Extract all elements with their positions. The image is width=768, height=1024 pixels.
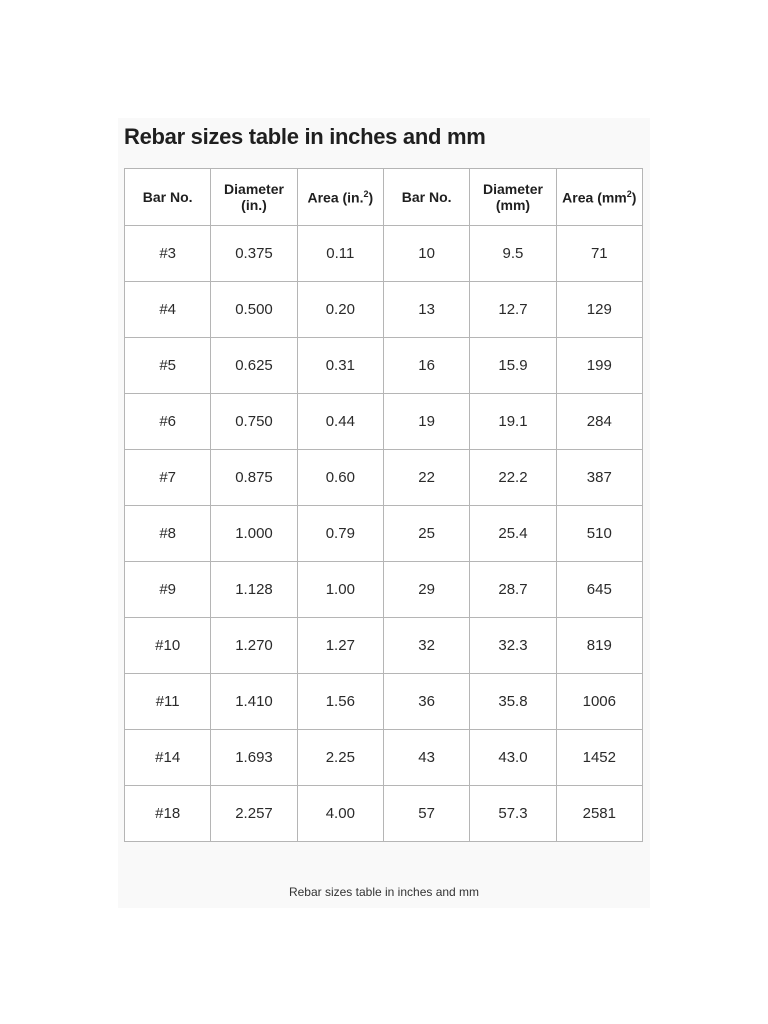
cell-bar-no-in: #14 <box>125 730 211 786</box>
table-header-row <box>125 169 643 226</box>
cell-bar-no-mm: 25 <box>383 506 469 562</box>
cell-bar-no-mm: 19 <box>383 394 469 450</box>
cell-bar-no-mm: 36 <box>383 674 469 730</box>
cell-area-in: 2.25 <box>297 730 383 786</box>
cell-diameter-mm: 19.1 <box>470 394 556 450</box>
cell-diameter-mm: 12.7 <box>470 282 556 338</box>
cell-bar-no-mm: 13 <box>383 282 469 338</box>
cell-area-in: 1.27 <box>297 618 383 674</box>
table-row <box>125 562 643 618</box>
header-superscript: 2 <box>363 188 369 199</box>
cell-area-in: 0.60 <box>297 450 383 506</box>
cell-bar-no-mm: 16 <box>383 338 469 394</box>
cell-area-in: 0.20 <box>297 282 383 338</box>
cell-bar-no-in: #5 <box>125 338 211 394</box>
cell-area-in: 1.56 <box>297 674 383 730</box>
cell-bar-no-mm: 43 <box>383 730 469 786</box>
table-row <box>125 786 643 842</box>
header-label: Area (mm <box>562 189 627 206</box>
cell-diameter-in: 1.270 <box>211 618 297 674</box>
cell-bar-no-in: #6 <box>125 394 211 450</box>
header-suffix: ) <box>631 189 637 206</box>
cell-bar-no-in: #11 <box>125 674 211 730</box>
cell-bar-no-in: #10 <box>125 618 211 674</box>
cell-bar-no-in: #8 <box>125 506 211 562</box>
cell-diameter-in: 1.000 <box>211 506 297 562</box>
cell-diameter-in: 1.693 <box>211 730 297 786</box>
table-row <box>125 394 643 450</box>
header-diameter-in <box>211 169 297 226</box>
header-label: Diameter (in.) <box>224 181 284 213</box>
cell-bar-no-mm: 22 <box>383 450 469 506</box>
cell-bar-no-in: #4 <box>125 282 211 338</box>
cell-area-mm: 2581 <box>556 786 642 842</box>
cell-area-mm: 284 <box>556 394 642 450</box>
cell-bar-no-mm: 29 <box>383 562 469 618</box>
cell-area-mm: 510 <box>556 506 642 562</box>
cell-area-in: 0.79 <box>297 506 383 562</box>
cell-bar-no-mm: 10 <box>383 226 469 282</box>
table-row <box>125 674 643 730</box>
cell-diameter-in: 0.625 <box>211 338 297 394</box>
cell-area-mm: 71 <box>556 226 642 282</box>
table-row <box>125 730 643 786</box>
header-superscript: 2 <box>626 188 632 199</box>
table-row <box>125 282 643 338</box>
header-bar-no-mm <box>383 169 469 226</box>
cell-diameter-mm: 32.3 <box>470 618 556 674</box>
table-row <box>125 506 643 562</box>
cell-area-in: 0.31 <box>297 338 383 394</box>
cell-diameter-mm: 22.2 <box>470 450 556 506</box>
cell-diameter-in: 0.375 <box>211 226 297 282</box>
cell-diameter-in: 0.500 <box>211 282 297 338</box>
cell-diameter-mm: 57.3 <box>470 786 556 842</box>
header-area-mm <box>556 169 642 226</box>
cell-area-mm: 199 <box>556 338 642 394</box>
cell-bar-no-in: #18 <box>125 786 211 842</box>
cell-bar-no-in: #3 <box>125 226 211 282</box>
cell-area-in: 0.11 <box>297 226 383 282</box>
cell-diameter-in: 1.410 <box>211 674 297 730</box>
header-label: Diameter (mm) <box>483 181 543 213</box>
header-bar-no-in <box>125 169 211 226</box>
table-row <box>125 338 643 394</box>
cell-diameter-mm: 25.4 <box>470 506 556 562</box>
cell-area-mm: 387 <box>556 450 642 506</box>
page-title: Rebar sizes table in inches and mm <box>124 124 486 149</box>
cell-diameter-mm: 35.8 <box>470 674 556 730</box>
rebar-sizes-table <box>124 168 643 842</box>
cell-bar-no-in: #9 <box>125 562 211 618</box>
table-row <box>125 618 643 674</box>
cell-diameter-in: 0.875 <box>211 450 297 506</box>
cell-bar-no-mm: 32 <box>383 618 469 674</box>
header-suffix: ) <box>368 189 374 206</box>
cell-diameter-in: 0.750 <box>211 394 297 450</box>
cell-bar-no-mm: 57 <box>383 786 469 842</box>
cell-area-mm: 645 <box>556 562 642 618</box>
header-area-in <box>297 169 383 226</box>
cell-area-mm: 129 <box>556 282 642 338</box>
cell-area-mm: 1006 <box>556 674 642 730</box>
cell-area-in: 0.44 <box>297 394 383 450</box>
table-row <box>125 226 643 282</box>
cell-diameter-in: 2.257 <box>211 786 297 842</box>
cell-diameter-mm: 43.0 <box>470 730 556 786</box>
cell-diameter-mm: 28.7 <box>470 562 556 618</box>
table-row <box>125 450 643 506</box>
cell-area-mm: 819 <box>556 618 642 674</box>
cell-area-mm: 1452 <box>556 730 642 786</box>
table-caption: Rebar sizes table in inches and mm <box>288 885 480 899</box>
cell-bar-no-in: #7 <box>125 450 211 506</box>
cell-diameter-mm: 9.5 <box>470 226 556 282</box>
header-diameter-mm <box>470 169 556 226</box>
cell-diameter-in: 1.128 <box>211 562 297 618</box>
header-label: Area (in. <box>307 189 364 206</box>
cell-area-in: 1.00 <box>297 562 383 618</box>
cell-area-in: 4.00 <box>297 786 383 842</box>
header-label: Bar No. <box>142 189 193 205</box>
cell-diameter-mm: 15.9 <box>470 338 556 394</box>
header-label: Bar No. <box>401 189 452 205</box>
